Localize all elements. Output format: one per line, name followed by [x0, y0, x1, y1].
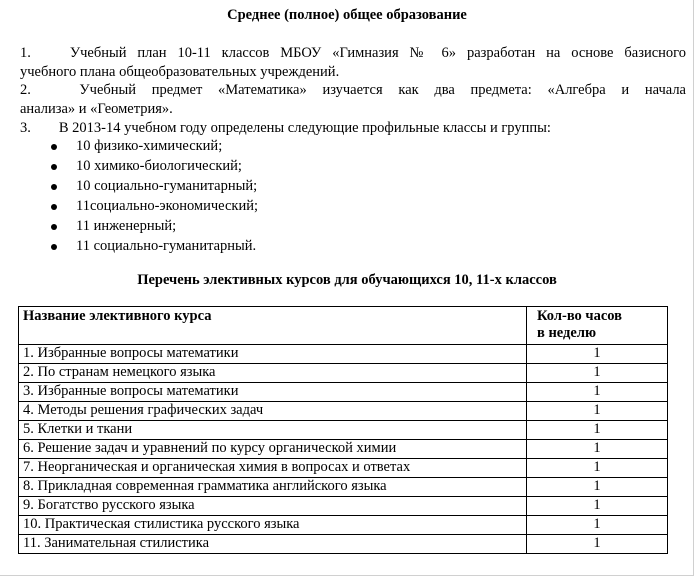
- course-hours: 1: [527, 478, 668, 497]
- course-name: 1. Избранные вопросы математики: [19, 345, 527, 364]
- course-hours: 1: [527, 402, 668, 421]
- paragraph-2: [20, 81, 686, 119]
- course-hours: 1: [527, 516, 668, 535]
- course-name: 7. Неорганическая и органическая химия в вопросах и ответах: [19, 459, 527, 478]
- paragraph-text: Учебный план 10-11 классов МБОУ «Гимназия № 6» разработан на основе базисного: [69, 45, 686, 61]
- table-row: [19, 497, 668, 516]
- table-row: [19, 421, 668, 440]
- table-row: [19, 383, 668, 402]
- course-name: 8. Прикладная современная грамматика английского языка: [19, 478, 527, 497]
- bullet-icon: [51, 204, 57, 210]
- course-hours: 1: [527, 364, 668, 383]
- course-name: 2. По странам немецкого языка: [19, 364, 527, 383]
- paragraph-text-continued: анализа» и «Геометрия».: [20, 101, 173, 117]
- course-name: 11. Занимательная стилистика: [19, 535, 527, 554]
- list-item: 10 социально-гуманитарный;: [0, 177, 258, 197]
- page-title: Среднее (полное) общее образование: [227, 7, 467, 23]
- table-row: [19, 364, 668, 383]
- table-row: [19, 402, 668, 421]
- paragraph-number: 2.: [20, 82, 31, 98]
- course-name: 10. Практическая стилистика русского языка: [19, 516, 527, 535]
- course-hours: 1: [527, 459, 668, 478]
- courses-table: [18, 306, 668, 554]
- course-hours: 1: [527, 345, 668, 364]
- paragraph-1: [20, 44, 686, 82]
- paragraph-text: Учебный предмет «Математика» изучается как два предмета: «Алгебра и начала: [79, 82, 686, 98]
- bullet-icon: [51, 184, 57, 190]
- list-item: 10 физико-химический;: [0, 137, 258, 157]
- table-row: [19, 478, 668, 497]
- column-header-hours: Кол-во часов в неделю: [527, 307, 668, 345]
- bullet-icon: [51, 244, 57, 250]
- course-name: 3. Избранные вопросы математики: [19, 383, 527, 402]
- course-name: 9. Богатство русского языка: [19, 497, 527, 516]
- list-item: 11 инженерный;: [0, 217, 258, 237]
- table-row: [19, 345, 668, 364]
- profile-classes-list: [0, 137, 258, 257]
- paragraph-3: [20, 119, 686, 138]
- table-row: [19, 535, 668, 554]
- course-name: 6. Решение задач и уравнений по курсу органической химии: [19, 440, 527, 459]
- table-row: [19, 440, 668, 459]
- bullet-icon: [51, 164, 57, 170]
- table-row: [19, 459, 668, 478]
- course-name: 5. Клетки и ткани: [19, 421, 527, 440]
- bullet-icon: [51, 224, 57, 230]
- column-header-name: Название элективного курса: [19, 307, 527, 345]
- list-item: 11 социально-гуманитарный.: [0, 237, 258, 257]
- table-row: [19, 516, 668, 535]
- course-name: 4. Методы решения графических задач: [19, 402, 527, 421]
- paragraph-number: 1.: [20, 45, 31, 61]
- list-item: 10 химико-биологический;: [0, 157, 258, 177]
- course-hours: 1: [527, 497, 668, 516]
- bullet-icon: [51, 144, 57, 150]
- course-hours: 1: [527, 421, 668, 440]
- paragraph-text: В 2013-14 учебном году определены следующие профильные классы и группы:: [55, 120, 551, 136]
- list-item: 11социально-экономический;: [0, 197, 258, 217]
- course-hours: 1: [527, 535, 668, 554]
- paragraph-number: 3.: [20, 120, 31, 136]
- course-hours: 1: [527, 383, 668, 402]
- paragraph-text-continued: учебного плана общеобразовательных учреждений.: [20, 64, 340, 80]
- course-hours: 1: [527, 440, 668, 459]
- courses-title: Перечень элективных курсов для обучающихся 10, 11-х классов: [137, 272, 557, 288]
- table-header-row: [19, 307, 668, 345]
